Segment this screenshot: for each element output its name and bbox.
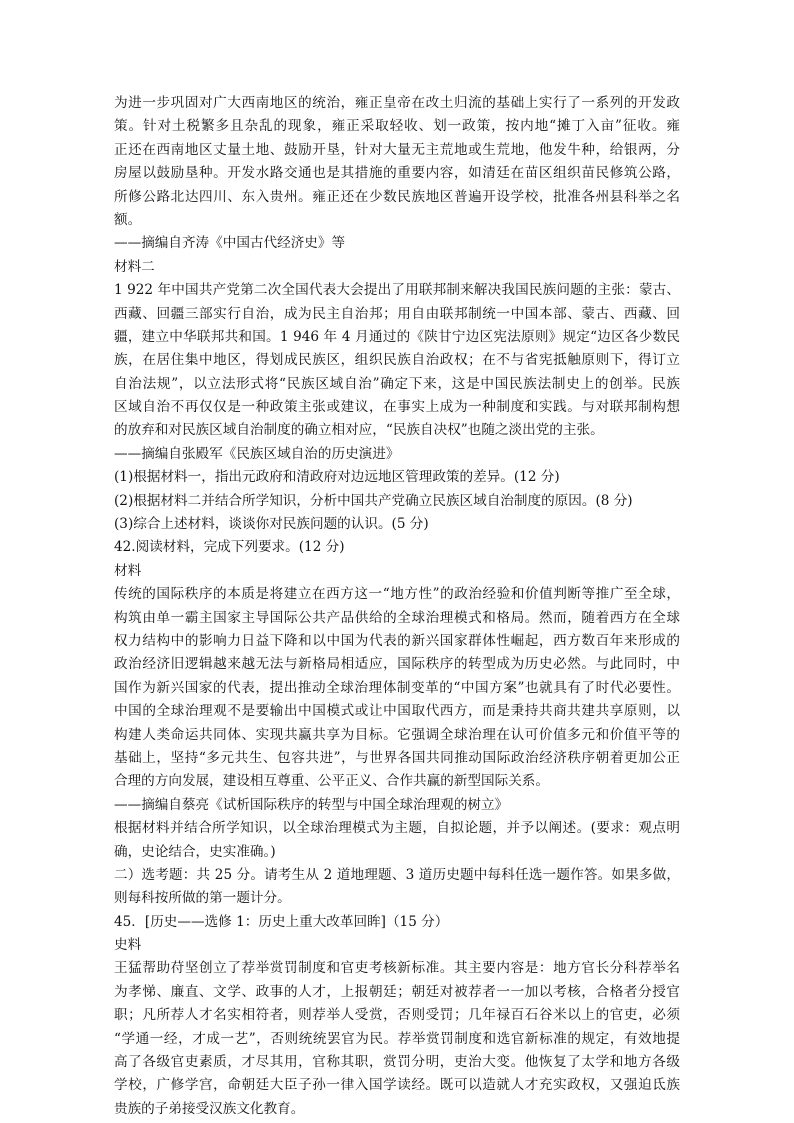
question-item: 根据材料并结合所学知识，以全球治理模式为主题，自拟论题，并予以阐述。(要求：观点明 bbox=[114, 820, 680, 837]
text-line: 中国的全球治理观不是要输出中国模式或让中国取代西方，而是秉持共商共建共享原则，以 bbox=[114, 703, 680, 720]
section-instruction: 则每科按所做的第一题计分。 bbox=[114, 890, 291, 907]
text-line: 职；凡所荐人才名实相符者，则荐举人受赏，否则受罚；几年禄百石谷米以上的官吏，必须 bbox=[114, 1007, 680, 1024]
source-citation: ——摘编自张殿军《民族区域自治的历史演进》 bbox=[114, 445, 400, 462]
source-citation: ——摘编自齐涛《中国古代经济史》等 bbox=[114, 235, 346, 252]
text-line: 1 922 年中国共产党第二次全国代表大会提出了用联邦制来解决我国民族问题的主张：蒙古、 bbox=[114, 282, 680, 299]
text-line: 为孝悌、廉直、文学、政事的人才，上报朝廷；朝廷对被荐者一一加以考核，合格者分授官 bbox=[114, 983, 680, 1000]
material-heading: 史料 bbox=[114, 937, 142, 954]
text-line: 西藏、回疆三部实行自治，成为民主自治邦；用自由联邦制统一中国本部、蒙古、西藏、回 bbox=[114, 305, 680, 322]
section-instruction: 二）选考题：共 25 分。请考生从 2 道地理题、3 道历史题中每科任选一题作答。如果多做， bbox=[114, 866, 680, 883]
text-line: 国作为新兴国家的代表，提出推动全球治理体制变革的“中国方案”也就具有了时代必要性。 bbox=[114, 679, 680, 696]
text-line: 区域自治不再仅仅是一种政策主张或建议，在事实上成为一种制度和实践。与对联邦制构想 bbox=[114, 399, 680, 416]
material-heading: 材料 bbox=[114, 562, 142, 579]
text-line: 为进一步巩固对广大西南地区的统治，雍正皇帝在改土归流的基础上实行了一系列的开发政 bbox=[114, 95, 680, 111]
question-item: (3)综合上述材料，谈谈你对民族问题的认识。(5 分) bbox=[114, 516, 429, 533]
text-line: 政治经济旧逻辑越来越无法与新格局相适应，国际秩序的转型成为历史必然。与此同时，中 bbox=[114, 656, 680, 673]
text-line: 疆，建立中华联邦共和国。1 946 年 4 月通过的《陕甘宁边区宪法原则》规定“边区各少数民 bbox=[114, 328, 680, 345]
question-item: (2)根据材料二并结合所学知识，分析中国共产党确立民族区域自治制度的原因。(8 分) bbox=[114, 492, 633, 509]
text-line: 房屋以鼓励垦种。开发水路交通也是其措施的重要内容，如清廷在苗区组织苗民修筑公路， bbox=[114, 165, 680, 182]
source-citation: ——摘编自蔡亮《试析国际秩序的转型与中国全球治理观的树立》 bbox=[114, 796, 509, 813]
text-line: 策。针对土税繁多且杂乱的现象，雍正采取轻收、划一政策，按内地“摊丁入亩”征收。雍 bbox=[114, 118, 680, 135]
question-heading: 45．[历史——选修 1：历史上重大改革回眸]（15 分） bbox=[114, 913, 449, 930]
text-line: 自治法规”，以立法形式将“民族区域自治”确定下来，这是中国民族法制史上的创举。民族 bbox=[114, 375, 680, 392]
text-line: 所修公路北达四川、东入贵州。雍正还在少数民族地区普遍开设学校，批准各州县科举之名 bbox=[114, 188, 680, 205]
text-line: 额。 bbox=[114, 211, 142, 228]
question-item: 确，史论结合，史实准确。) bbox=[114, 843, 276, 860]
text-line: 正还在西南地区丈量土地、鼓励开垦，针对大量无主荒地或生荒地，他发牛种，给银两，分 bbox=[114, 141, 680, 158]
text-line: 传统的国际秩序的本质是将建立在西方这一“地方性”的政治经验和价值判断等推广至全球， bbox=[114, 586, 680, 603]
text-line: 基础上，坚持“多元共生、包容共进”，与世界各国共同推动国际政治经济秩序朝着更加公正 bbox=[114, 749, 680, 766]
text-line: 的放弃和对民族区域自治制度的确立相对应，“民族自决权”也随之淡出党的主张。 bbox=[114, 422, 604, 439]
text-line: 贵族的子弟接受汉族文化教育。 bbox=[114, 1100, 305, 1117]
text-line: 族，在居住集中地区，得划成民族区，组织民族自治政权；在不与省宪抵触原则下，得订立 bbox=[114, 352, 680, 369]
text-line: 构筑由单一霸主国家主导国际公共产品供给的全球治理模式和格局。然而，随着西方在全球 bbox=[114, 609, 680, 626]
text-line: “学通一经，才成一艺”，否则统统罢官为民。荐举赏罚制度和选官新标准的规定，有效地提 bbox=[114, 1030, 680, 1047]
question-item: (1)根据材料一，指出元政府和清政府对边远地区管理政策的差异。(12 分) bbox=[114, 469, 560, 486]
material-heading: 材料二 bbox=[114, 258, 155, 275]
text-line: 权力结构中的影响力日益下降和以中国为代表的新兴国家群体性崛起，西方数百年来形成的 bbox=[114, 632, 680, 649]
text-line: 合理的方向发展，建设相互尊重、公平正义、合作共赢的新型国际关系。 bbox=[114, 773, 549, 790]
text-line: 构建人类命运共同体、实现共赢共享为目标。它强调全球治理在认可价值多元和价值平等的 bbox=[114, 726, 680, 743]
question-heading: 42.阅读材料，完成下列要求。(12 分) bbox=[114, 539, 345, 556]
text-line: 王猛帮助苻坚创立了荐举赏罚制度和官吏考核新标准。其主要内容是：地方官长分科荐举名 bbox=[114, 960, 680, 977]
text-line: 高了各级官吏素质，才尽其用，官称其职，赏罚分明，吏治大变。他恢复了太学和地方各级 bbox=[114, 1054, 680, 1071]
text-line: 学校，广修学宫，命朝廷大臣子孙一律入国学读经。既可以造就人才充实政权，又强迫氐族 bbox=[114, 1077, 680, 1094]
